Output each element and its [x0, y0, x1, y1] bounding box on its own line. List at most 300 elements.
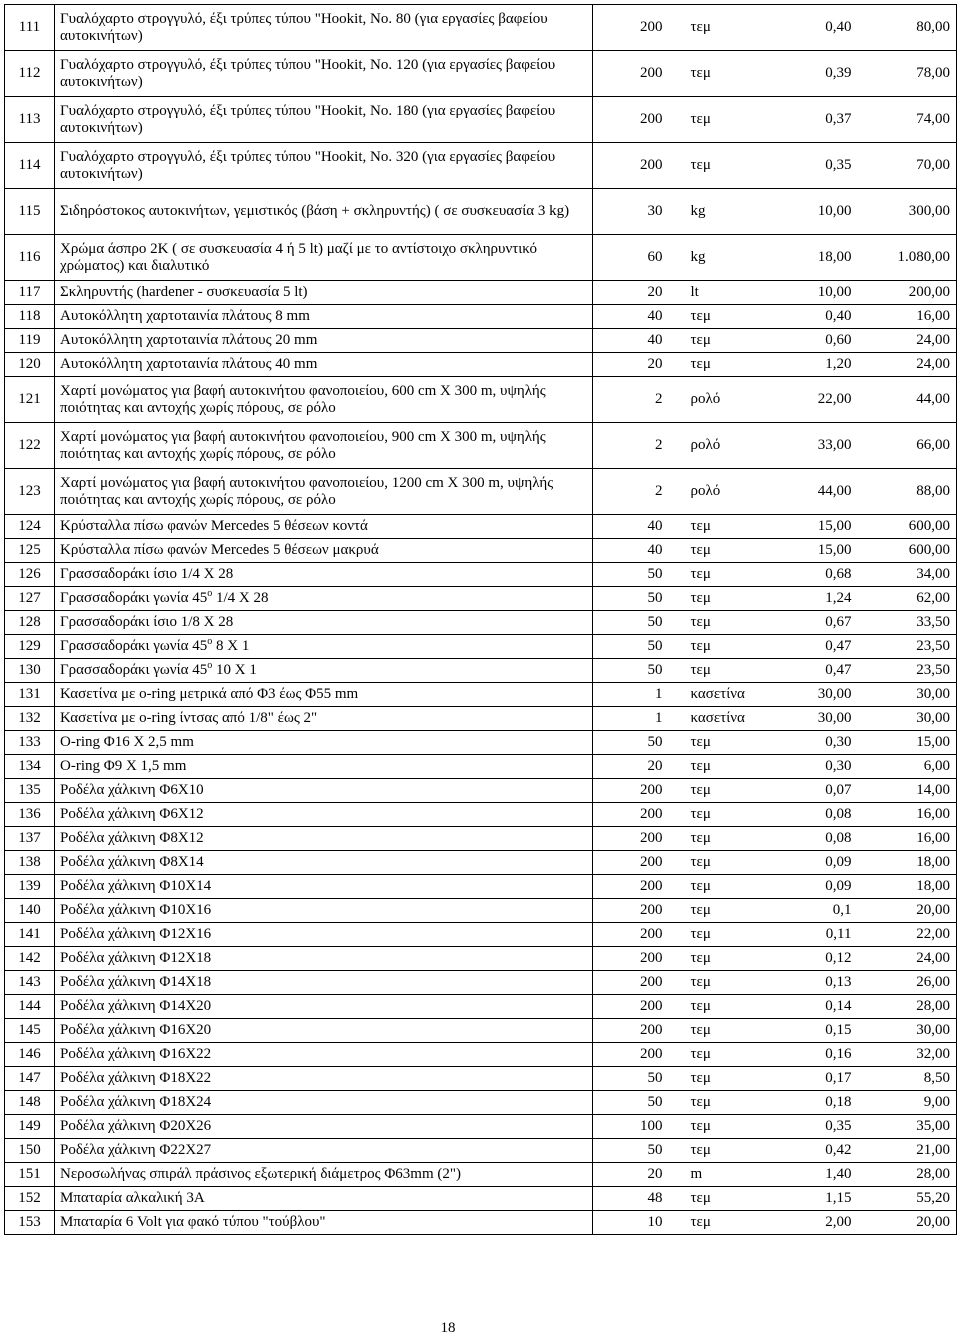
item-number-cell: 115: [5, 189, 55, 235]
unit-cell: τεμ: [677, 97, 767, 143]
item-number-cell: 111: [5, 5, 55, 51]
quantity-cell: 200: [593, 97, 677, 143]
total-cell: 70,00: [859, 143, 957, 189]
table-row: [5, 189, 957, 235]
unit-cell: τεμ: [677, 1091, 767, 1115]
quantity-cell: 2: [593, 377, 677, 423]
table-row: [5, 659, 957, 683]
item-description: Γρασσαδοράκι γωνία 45: [60, 590, 208, 606]
table-row: [5, 947, 957, 971]
item-description: Χαρτί μονώματος για βαφή αυτοκινήτου φανοποιείου, 600 cm X 300 m, υψηλής ποιότητας και αντοχής χωρίς πόρους, σε ρόλο: [60, 382, 546, 416]
quantity-cell: 1: [593, 683, 677, 707]
unit-price-cell: 0,37: [767, 97, 859, 143]
unit-cell: τεμ: [677, 611, 767, 635]
item-description: Γυαλόχαρτο στρογγυλό, έξι τρύπες τύπου "Hookit, No. 180 (για εργασίες βαφείου αυτοκινήτων): [60, 102, 556, 136]
item-description-suffix: 1/4 X 28: [212, 590, 269, 606]
item-number-cell: 146: [5, 1043, 55, 1067]
item-number-cell: 139: [5, 875, 55, 899]
unit-price-cell: 0,68: [767, 563, 859, 587]
unit-price-cell: 0,60: [767, 329, 859, 353]
item-number-cell: 140: [5, 899, 55, 923]
unit-cell: τεμ: [677, 143, 767, 189]
total-cell: 9,00: [859, 1091, 957, 1115]
item-description-cell: [55, 875, 593, 899]
item-description: Μπαταρία αλκαλική 3Α: [60, 1190, 205, 1206]
quantity-cell: 40: [593, 539, 677, 563]
total-cell: 66,00: [859, 423, 957, 469]
unit-cell: τεμ: [677, 1043, 767, 1067]
item-number-cell: 124: [5, 515, 55, 539]
item-number-cell: 150: [5, 1139, 55, 1163]
unit-price-cell: 44,00: [767, 469, 859, 515]
item-description: Ροδέλα χάλκινη Φ12X16: [60, 926, 212, 942]
total-cell: 88,00: [859, 469, 957, 515]
table-row: [5, 707, 957, 731]
item-description: Κασετίνα με o-ring ίντσας από 1/8" έως 2": [60, 710, 318, 726]
table-row: [5, 1163, 957, 1187]
unit-price-cell: 0,40: [767, 305, 859, 329]
table-row: [5, 51, 957, 97]
total-cell: 30,00: [859, 1019, 957, 1043]
total-cell: 44,00: [859, 377, 957, 423]
total-cell: 30,00: [859, 683, 957, 707]
unit-price-cell: 0,14: [767, 995, 859, 1019]
unit-price-cell: 0,08: [767, 803, 859, 827]
item-description: Κρύσταλλα πίσω φανών Mercedes 5 θέσεων κοντά: [60, 518, 368, 534]
unit-price-cell: 0,13: [767, 971, 859, 995]
item-description: Ροδέλα χάλκινη Φ20X26: [60, 1118, 212, 1134]
item-description-cell: [55, 947, 593, 971]
quantity-cell: 100: [593, 1115, 677, 1139]
unit-price-cell: 18,00: [767, 235, 859, 281]
item-description: Γυαλόχαρτο στρογγυλό, έξι τρύπες τύπου "Hookit, No. 80 (για εργασίες βαφείου αυτοκινήτων): [60, 10, 548, 44]
item-description-cell: [55, 731, 593, 755]
item-number-cell: 136: [5, 803, 55, 827]
total-cell: 20,00: [859, 1211, 957, 1235]
unit-price-cell: 0,35: [767, 1115, 859, 1139]
item-description-cell: [55, 611, 593, 635]
quantity-cell: 200: [593, 875, 677, 899]
item-description: Αυτοκόλλητη χαρτοταινία πλάτους 20 mm: [60, 332, 318, 348]
item-description: Ροδέλα χάλκινη Φ6X10: [60, 782, 204, 798]
item-description-cell: [55, 1091, 593, 1115]
item-number-cell: 152: [5, 1187, 55, 1211]
unit-cell: τεμ: [677, 305, 767, 329]
unit-price-cell: 30,00: [767, 683, 859, 707]
item-description-cell: [55, 779, 593, 803]
unit-cell: τεμ: [677, 947, 767, 971]
unit-cell: τεμ: [677, 875, 767, 899]
quantity-cell: 50: [593, 1091, 677, 1115]
total-cell: 32,00: [859, 1043, 957, 1067]
item-number-cell: 125: [5, 539, 55, 563]
item-number-cell: 149: [5, 1115, 55, 1139]
unit-cell: τεμ: [677, 827, 767, 851]
quantity-cell: 200: [593, 803, 677, 827]
item-description-cell: [55, 1163, 593, 1187]
total-cell: 62,00: [859, 587, 957, 611]
quantity-cell: 200: [593, 995, 677, 1019]
item-description-cell: [55, 1019, 593, 1043]
unit-price-cell: 0,42: [767, 1139, 859, 1163]
unit-cell: τεμ: [677, 1115, 767, 1139]
unit-price-cell: 1,15: [767, 1187, 859, 1211]
item-description-cell: [55, 305, 593, 329]
item-number-cell: 135: [5, 779, 55, 803]
quantity-cell: 200: [593, 827, 677, 851]
item-number-cell: 118: [5, 305, 55, 329]
item-description-suffix: 8 X 1: [212, 638, 250, 654]
item-description-cell: [55, 235, 593, 281]
item-number-cell: 141: [5, 923, 55, 947]
item-number-cell: 145: [5, 1019, 55, 1043]
item-description-suffix: 10 X 1: [212, 662, 257, 678]
total-cell: 24,00: [859, 947, 957, 971]
item-description: O-ring Φ16 X 2,5 mm: [60, 734, 194, 750]
item-description: Ροδέλα χάλκινη Φ18X24: [60, 1094, 212, 1110]
unit-cell: τεμ: [677, 851, 767, 875]
item-description-cell: [55, 1139, 593, 1163]
quantity-cell: 2: [593, 423, 677, 469]
item-description: Χαρτί μονώματος για βαφή αυτοκινήτου φανοποιείου, 1200 cm X 300 m, υψηλής ποιότητας και αντοχής χωρίς πόρους, σε ρόλο: [60, 474, 554, 508]
degree-superscript: o: [207, 588, 213, 599]
unit-price-cell: 0,67: [767, 611, 859, 635]
table-row: [5, 1115, 957, 1139]
quantity-cell: 1: [593, 707, 677, 731]
table-row: [5, 539, 957, 563]
item-description-cell: [55, 143, 593, 189]
unit-cell: τεμ: [677, 51, 767, 97]
total-cell: 35,00: [859, 1115, 957, 1139]
item-description: Ροδέλα χάλκινη Φ14X18: [60, 974, 212, 990]
total-cell: 30,00: [859, 707, 957, 731]
item-description: Ροδέλα χάλκινη Φ10X16: [60, 902, 212, 918]
table-row: [5, 377, 957, 423]
item-description: Σιδηρόστοκος αυτοκινήτων, γεμιστικός (βάση + σκληρυντής) ( σε συσκευασία 3 kg): [60, 203, 570, 219]
table-row: [5, 731, 957, 755]
unit-cell: kg: [677, 189, 767, 235]
item-number-cell: 151: [5, 1163, 55, 1187]
item-description-cell: [55, 1043, 593, 1067]
quantity-cell: 20: [593, 755, 677, 779]
item-number-cell: 126: [5, 563, 55, 587]
unit-price-cell: 0,08: [767, 827, 859, 851]
table-row: [5, 1091, 957, 1115]
unit-price-cell: 0,11: [767, 923, 859, 947]
unit-price-cell: 0,47: [767, 659, 859, 683]
unit-cell: τεμ: [677, 899, 767, 923]
quantity-cell: 60: [593, 235, 677, 281]
quantity-cell: 200: [593, 51, 677, 97]
item-description-cell: [55, 707, 593, 731]
item-description: Χαρτί μονώματος για βαφή αυτοκινήτου φανοποιείου, 900 cm X 300 m, υψηλής ποιότητας και αντοχής χωρίς πόρους, σε ρόλο: [60, 428, 546, 462]
item-description: Σκληρυντής (hardener - συσκευασία 5 lt): [60, 284, 308, 300]
table-row: [5, 1067, 957, 1091]
quantity-cell: 200: [593, 143, 677, 189]
total-cell: 600,00: [859, 515, 957, 539]
items-table-body: [5, 5, 957, 1235]
item-description: Γυαλόχαρτο στρογγυλό, έξι τρύπες τύπου "Hookit, No. 320 (για εργασίες βαφείου αυτοκινήτων): [60, 148, 556, 182]
total-cell: 23,50: [859, 635, 957, 659]
item-description-cell: [55, 635, 593, 659]
item-description: Γρασσαδοράκι ίσιο 1/4 X 28: [60, 566, 234, 582]
table-row: [5, 635, 957, 659]
item-description: Ροδέλα χάλκινη Φ12X18: [60, 950, 212, 966]
unit-cell: τεμ: [677, 635, 767, 659]
item-number-cell: 147: [5, 1067, 55, 1091]
quantity-cell: 40: [593, 305, 677, 329]
item-description-cell: [55, 377, 593, 423]
total-cell: 600,00: [859, 539, 957, 563]
unit-price-cell: 0,16: [767, 1043, 859, 1067]
item-description-cell: [55, 563, 593, 587]
unit-price-cell: 0,47: [767, 635, 859, 659]
item-description-cell: [55, 1187, 593, 1211]
table-row: [5, 923, 957, 947]
unit-price-cell: 0,39: [767, 51, 859, 97]
item-description: Αυτοκόλλητη χαρτοταινία πλάτους 40 mm: [60, 356, 318, 372]
quantity-cell: 50: [593, 1067, 677, 1091]
quantity-cell: 30: [593, 189, 677, 235]
table-row: [5, 469, 957, 515]
total-cell: 16,00: [859, 305, 957, 329]
table-row: [5, 899, 957, 923]
unit-cell: kg: [677, 235, 767, 281]
unit-price-cell: 10,00: [767, 189, 859, 235]
unit-cell: τεμ: [677, 1019, 767, 1043]
table-row: [5, 5, 957, 51]
page-number: 18: [440, 1320, 456, 1336]
unit-cell: τεμ: [677, 971, 767, 995]
item-description: Ροδέλα χάλκινη Φ8X14: [60, 854, 204, 870]
item-description: Νεροσωλήνας σπιράλ πράσινος εξωτερική διάμετρος Φ63mm (2"): [60, 1166, 461, 1182]
unit-cell: τεμ: [677, 515, 767, 539]
unit-price-cell: 1,24: [767, 587, 859, 611]
item-description-cell: [55, 923, 593, 947]
total-cell: 26,00: [859, 971, 957, 995]
item-description-cell: [55, 189, 593, 235]
item-description: Ροδέλα χάλκινη Φ14X20: [60, 998, 212, 1014]
unit-price-cell: 30,00: [767, 707, 859, 731]
total-cell: 24,00: [859, 353, 957, 377]
quantity-cell: 200: [593, 923, 677, 947]
quantity-cell: 200: [593, 779, 677, 803]
item-number-cell: 120: [5, 353, 55, 377]
unit-price-cell: 0,30: [767, 755, 859, 779]
unit-cell: τεμ: [677, 803, 767, 827]
unit-price-cell: 33,00: [767, 423, 859, 469]
item-description-cell: [55, 827, 593, 851]
total-cell: 14,00: [859, 779, 957, 803]
item-description-cell: [55, 329, 593, 353]
item-number-cell: 138: [5, 851, 55, 875]
unit-price-cell: 1,40: [767, 1163, 859, 1187]
unit-cell: τεμ: [677, 353, 767, 377]
total-cell: 8,50: [859, 1067, 957, 1091]
quantity-cell: 50: [593, 635, 677, 659]
item-number-cell: 123: [5, 469, 55, 515]
table-row: [5, 329, 957, 353]
unit-cell: ρολό: [677, 423, 767, 469]
total-cell: 16,00: [859, 803, 957, 827]
unit-price-cell: 0,17: [767, 1067, 859, 1091]
unit-price-cell: 0,07: [767, 779, 859, 803]
table-row: [5, 851, 957, 875]
item-number-cell: 134: [5, 755, 55, 779]
total-cell: 33,50: [859, 611, 957, 635]
table-row: [5, 423, 957, 469]
table-row: [5, 353, 957, 377]
table-row: [5, 305, 957, 329]
quantity-cell: 50: [593, 587, 677, 611]
total-cell: 80,00: [859, 5, 957, 51]
item-description: Ροδέλα χάλκινη Φ18X22: [60, 1070, 212, 1086]
item-number-cell: 121: [5, 377, 55, 423]
total-cell: 300,00: [859, 189, 957, 235]
unit-cell: τεμ: [677, 659, 767, 683]
unit-cell: lt: [677, 281, 767, 305]
quantity-cell: 200: [593, 1043, 677, 1067]
item-description: Γρασσαδοράκι ίσιο 1/8 X 28: [60, 614, 234, 630]
unit-price-cell: 0,40: [767, 5, 859, 51]
quantity-cell: 200: [593, 947, 677, 971]
quantity-cell: 20: [593, 281, 677, 305]
quantity-cell: 40: [593, 515, 677, 539]
table-row: [5, 1043, 957, 1067]
item-number-cell: 122: [5, 423, 55, 469]
item-description: Αυτοκόλλητη χαρτοταινία πλάτους 8 mm: [60, 308, 310, 324]
item-description: Κρύσταλλα πίσω φανών Mercedes 5 θέσεων μακρυά: [60, 542, 379, 558]
item-description: Ροδέλα χάλκινη Φ22X27: [60, 1142, 212, 1158]
unit-cell: τεμ: [677, 923, 767, 947]
unit-cell: τεμ: [677, 995, 767, 1019]
unit-price-cell: 0,09: [767, 851, 859, 875]
item-description-cell: [55, 971, 593, 995]
total-cell: 15,00: [859, 731, 957, 755]
item-number-cell: 133: [5, 731, 55, 755]
item-description: Χρώμα άσπρο 2Κ ( σε συσκευασία 4 ή 5 lt) μαζί με το αντίστοιχο σκληρυντικό χρώματος) και διαλυτικό: [60, 240, 538, 274]
item-number-cell: 119: [5, 329, 55, 353]
quantity-cell: 10: [593, 1211, 677, 1235]
item-description-cell: [55, 803, 593, 827]
total-cell: 55,20: [859, 1187, 957, 1211]
item-number-cell: 148: [5, 1091, 55, 1115]
table-row: [5, 611, 957, 635]
item-number-cell: 144: [5, 995, 55, 1019]
item-description: Κασετίνα με o-ring μετρικά από Φ3 έως Φ55 mm: [60, 686, 359, 702]
unit-cell: τεμ: [677, 779, 767, 803]
table-row: [5, 1139, 957, 1163]
item-description-cell: [55, 515, 593, 539]
quantity-cell: 20: [593, 353, 677, 377]
item-description: Γρασσαδοράκι γωνία 45: [60, 662, 208, 678]
quantity-cell: 50: [593, 563, 677, 587]
table-row: [5, 827, 957, 851]
item-description-cell: [55, 1067, 593, 1091]
item-description: Ροδέλα χάλκινη Φ16X22: [60, 1046, 212, 1062]
unit-price-cell: 0,12: [767, 947, 859, 971]
item-description-cell: [55, 539, 593, 563]
item-description-cell: [55, 281, 593, 305]
item-number-cell: 117: [5, 281, 55, 305]
item-description-cell: [55, 587, 593, 611]
total-cell: 34,00: [859, 563, 957, 587]
item-description-cell: [55, 97, 593, 143]
total-cell: 6,00: [859, 755, 957, 779]
quantity-cell: 200: [593, 1019, 677, 1043]
table-row: [5, 971, 957, 995]
table-row: [5, 515, 957, 539]
item-number-cell: 132: [5, 707, 55, 731]
total-cell: 1.080,00: [859, 235, 957, 281]
table-row: [5, 995, 957, 1019]
unit-cell: τεμ: [677, 1139, 767, 1163]
table-row: [5, 587, 957, 611]
quantity-cell: 200: [593, 5, 677, 51]
item-description-cell: [55, 995, 593, 1019]
item-description: Ροδέλα χάλκινη Φ6X12: [60, 806, 204, 822]
table-row: [5, 803, 957, 827]
total-cell: 22,00: [859, 923, 957, 947]
unit-cell: τεμ: [677, 329, 767, 353]
unit-cell: ρολό: [677, 377, 767, 423]
unit-cell: τεμ: [677, 5, 767, 51]
table-row: [5, 779, 957, 803]
total-cell: 23,50: [859, 659, 957, 683]
item-description-cell: [55, 683, 593, 707]
item-number-cell: 127: [5, 587, 55, 611]
unit-cell: ρολό: [677, 469, 767, 515]
total-cell: 74,00: [859, 97, 957, 143]
unit-cell: τεμ: [677, 1067, 767, 1091]
quantity-cell: 200: [593, 851, 677, 875]
quantity-cell: 50: [593, 731, 677, 755]
total-cell: 16,00: [859, 827, 957, 851]
item-number-cell: 130: [5, 659, 55, 683]
item-number-cell: 129: [5, 635, 55, 659]
unit-price-cell: 0,15: [767, 1019, 859, 1043]
total-cell: 24,00: [859, 329, 957, 353]
item-number-cell: 137: [5, 827, 55, 851]
item-description-cell: [55, 51, 593, 97]
total-cell: 28,00: [859, 1163, 957, 1187]
unit-price-cell: 2,00: [767, 1211, 859, 1235]
item-number-cell: 116: [5, 235, 55, 281]
item-description-cell: [55, 469, 593, 515]
table-row: [5, 563, 957, 587]
quantity-cell: 40: [593, 329, 677, 353]
degree-superscript: o: [207, 660, 213, 671]
quantity-cell: 50: [593, 1139, 677, 1163]
item-description-cell: [55, 659, 593, 683]
item-description-cell: [55, 353, 593, 377]
item-number-cell: 131: [5, 683, 55, 707]
total-cell: 18,00: [859, 851, 957, 875]
item-description: Γυαλόχαρτο στρογγυλό, έξι τρύπες τύπου "Hookit, No. 120 (για εργασίες βαφείου αυτοκινήτων): [60, 56, 556, 90]
degree-superscript: o: [207, 636, 213, 647]
unit-price-cell: 15,00: [767, 539, 859, 563]
quantity-cell: 200: [593, 899, 677, 923]
unit-price-cell: 10,00: [767, 281, 859, 305]
unit-price-cell: 0,35: [767, 143, 859, 189]
total-cell: 200,00: [859, 281, 957, 305]
total-cell: 78,00: [859, 51, 957, 97]
total-cell: 20,00: [859, 899, 957, 923]
unit-cell: τεμ: [677, 755, 767, 779]
item-description: O-ring Φ9 X 1,5 mm: [60, 758, 187, 774]
quantity-cell: 50: [593, 611, 677, 635]
item-description-cell: [55, 899, 593, 923]
